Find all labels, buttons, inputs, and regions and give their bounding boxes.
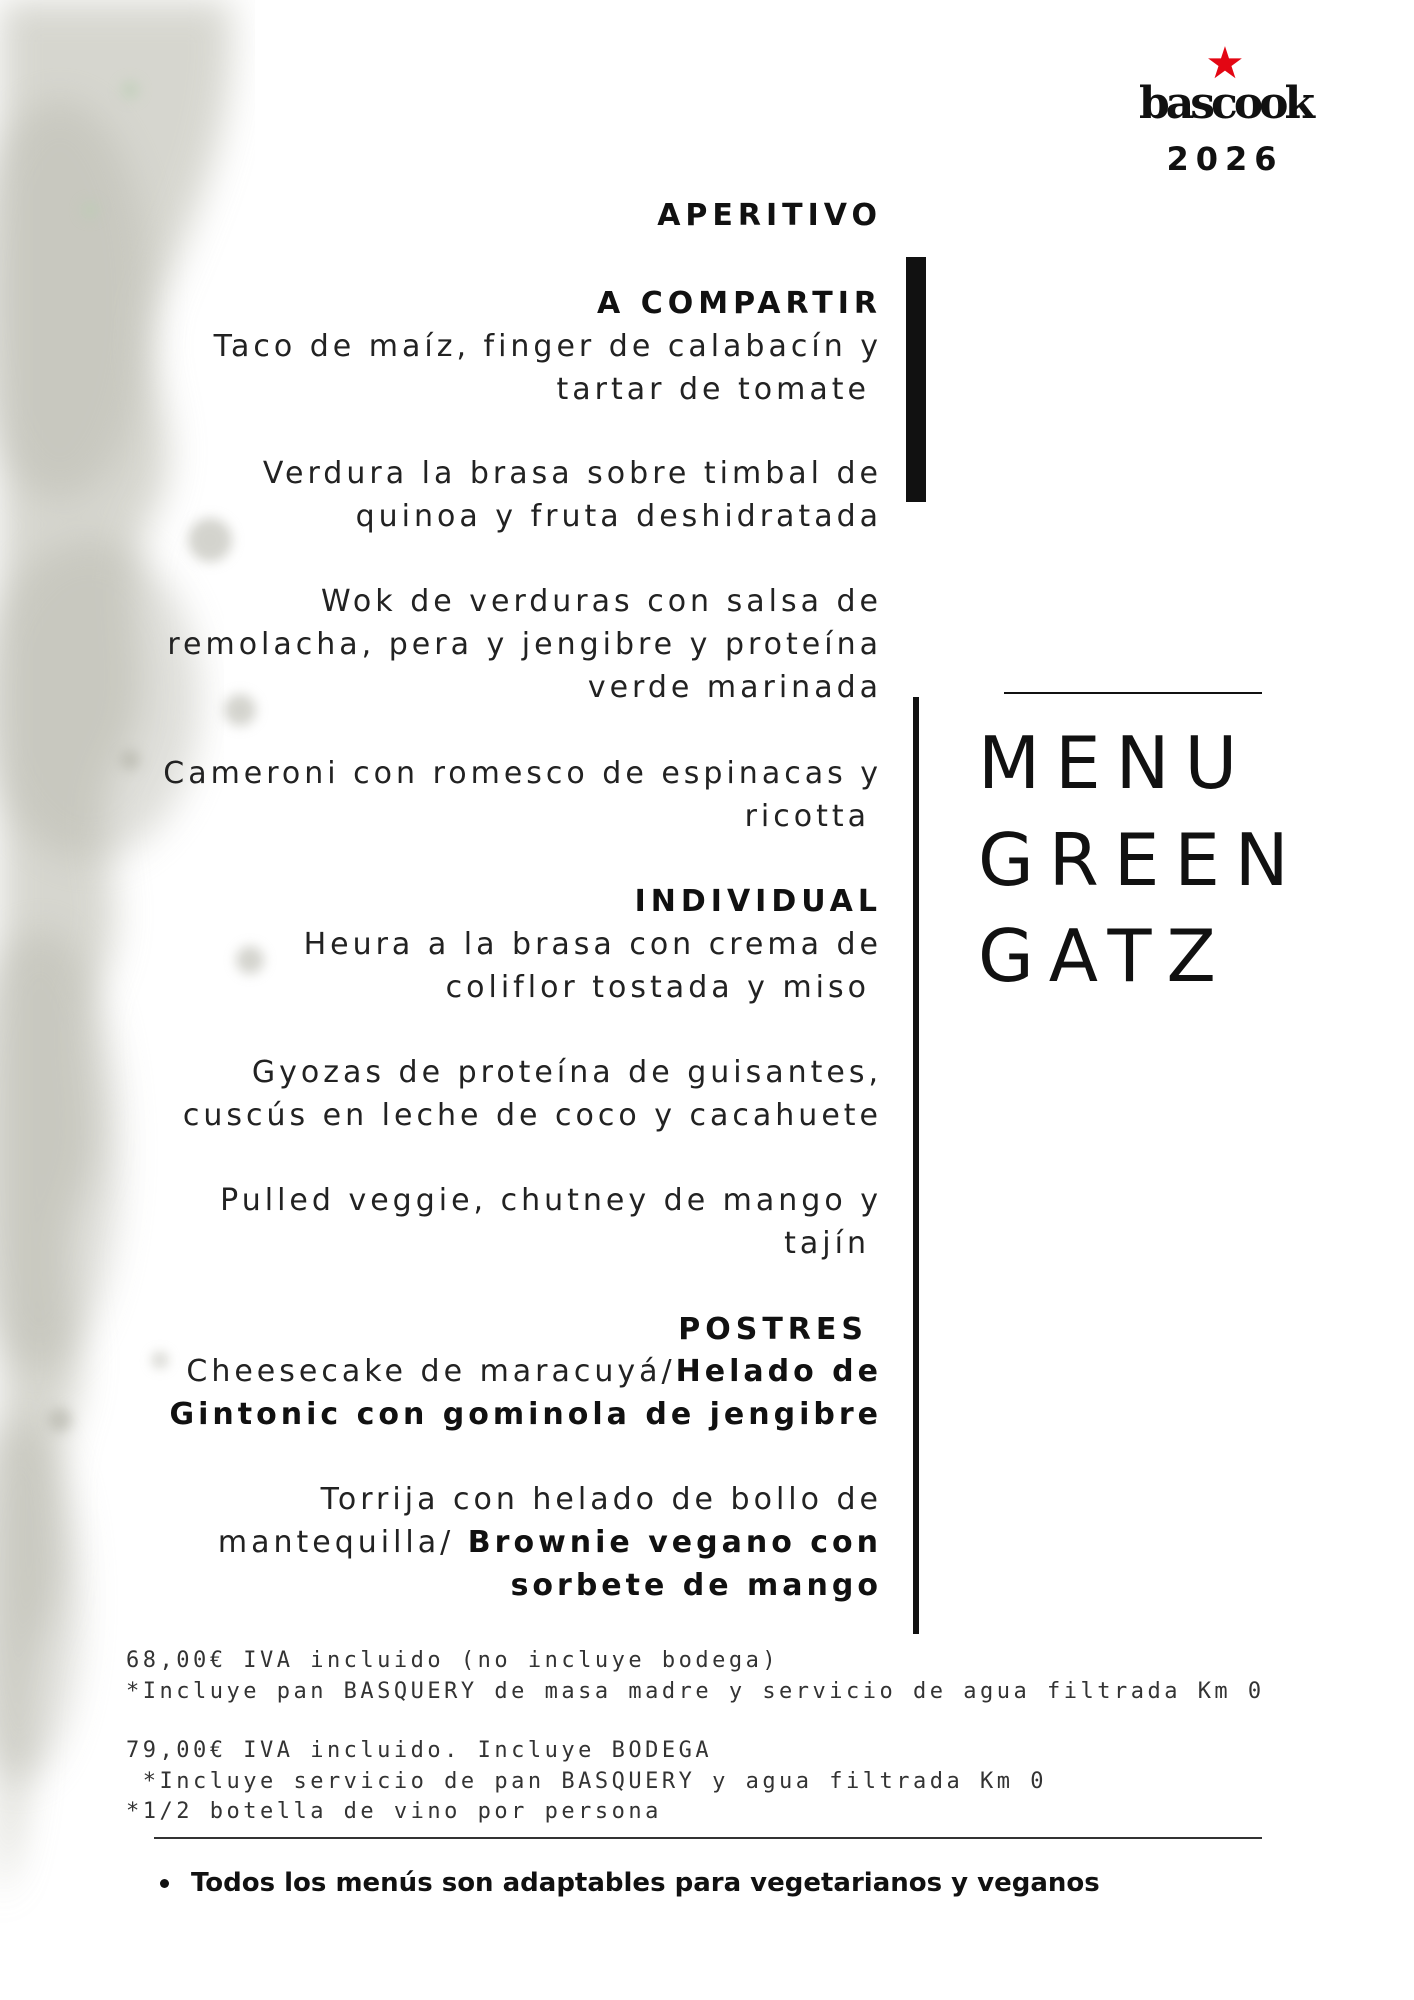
dish-text: Cheesecake de maracuyá/ <box>186 1354 676 1389</box>
dish-item <box>167 580 882 709</box>
title-rule <box>1004 692 1262 694</box>
dish-line <box>218 1521 882 1564</box>
dish-line: Wok de verduras con salsa de <box>321 584 882 619</box>
dish-line: tajín <box>784 1226 870 1261</box>
dietary-note-text: Todos los menús son adaptables para vegetarianos y veganos <box>191 1868 1100 1898</box>
dish-line: cuscús en leche de coco y cacahuete <box>182 1098 882 1133</box>
dish-line: tartar de tomate <box>556 372 870 407</box>
dish-item <box>183 1051 882 1137</box>
accent-bar <box>906 257 926 502</box>
dish-line: Heura a la brasa con crema de <box>303 927 882 962</box>
bullet-icon <box>160 1879 169 1888</box>
dessert-item <box>218 1478 882 1607</box>
dish-line: coliflor tostada y miso <box>445 970 870 1005</box>
menu-year: 2026 <box>1166 140 1284 178</box>
dish-line: Cameroni con romesco de espinacas y <box>163 756 882 791</box>
divider-vertical <box>913 697 919 1634</box>
menu-title-line: MENU <box>978 721 1253 805</box>
bottom-rule <box>154 1837 1262 1839</box>
dish-item <box>214 325 882 411</box>
section-postres: POSTRES <box>678 1312 868 1347</box>
dish-item <box>220 1179 882 1265</box>
dish-item <box>304 923 882 1009</box>
dish-text-bold: Helado de <box>675 1354 882 1389</box>
dish-line: verde marinada <box>587 670 882 705</box>
price-note: *Incluye servicio de pan BASQUERY y agua filtrada Km 0 <box>126 1769 1047 1794</box>
dish-text-bold: Gintonic con gominola de jengibre <box>169 1397 882 1432</box>
menu-title-line: GREEN <box>978 818 1304 902</box>
dish-line: Gyozas de proteína de guisantes, <box>251 1055 882 1090</box>
dietary-note <box>160 1868 1100 1898</box>
menu-title-line: GATZ <box>978 914 1231 998</box>
price-note: *Incluye pan BASQUERY de masa madre y servicio de agua filtrada Km 0 <box>126 1679 1265 1704</box>
dish-line: remolacha, pera y jengibre y proteína <box>167 627 882 662</box>
dish-line: Verdura la brasa sobre timbal de <box>262 456 882 491</box>
section-individual: INDIVIDUAL <box>634 884 882 919</box>
dish-line: Torrija con helado de bollo de <box>320 1482 882 1517</box>
dish-line: quinoa y fruta deshidratada <box>355 499 882 534</box>
brand-logo <box>1130 38 1320 178</box>
price-line: 79,00€ IVA incluido. Incluye BODEGA <box>126 1738 713 1763</box>
dish-item <box>263 452 882 538</box>
price-line: 68,00€ IVA incluido (no incluye bodega) <box>126 1648 780 1673</box>
dish-line: Taco de maíz, finger de calabacín y <box>213 329 882 364</box>
dish-line <box>170 1350 882 1393</box>
dish-line <box>170 1393 882 1436</box>
dish-line: ricotta <box>744 799 870 834</box>
dish-text: mantequilla/ <box>217 1525 468 1560</box>
section-compartir: A COMPARTIR <box>597 286 882 321</box>
red-star-icon: ★ <box>1205 38 1245 89</box>
brand-wordmark: bascook <box>1138 78 1312 129</box>
dish-line: Pulled veggie, chutney de mango y <box>220 1183 882 1218</box>
dish-text-bold: Brownie vegano con <box>467 1525 882 1560</box>
price-note: *1/2 botella de vino por persona <box>126 1799 662 1824</box>
dish-item <box>163 752 882 838</box>
dish-text-bold: sorbete de mango <box>510 1568 882 1603</box>
section-aperitivo: APERITIVO <box>657 198 882 233</box>
dish-line <box>218 1564 882 1607</box>
dessert-item <box>170 1350 882 1436</box>
